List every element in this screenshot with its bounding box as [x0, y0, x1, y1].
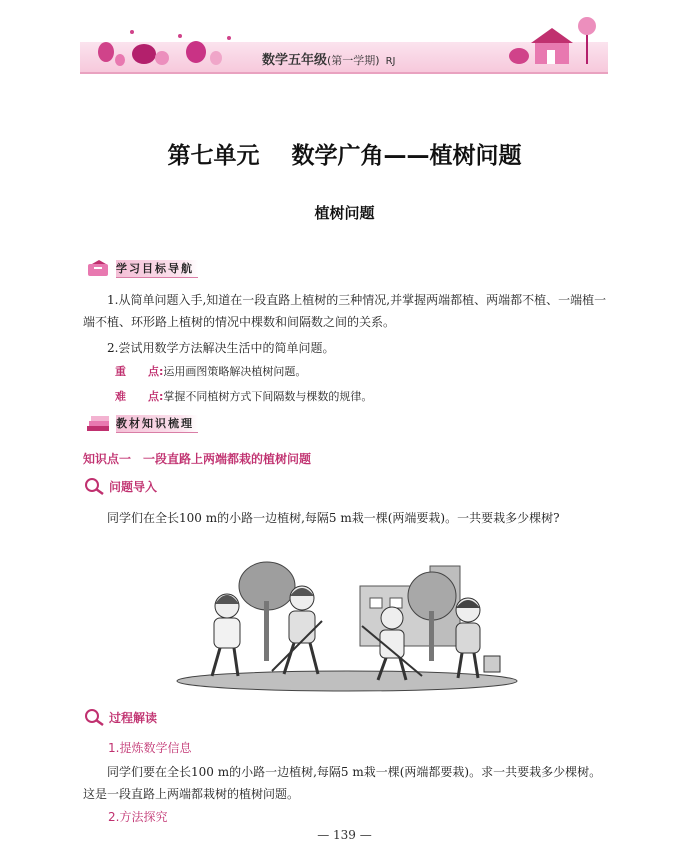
goal-item-2: 2.尝试用数学方法解决生活中的简单问题。	[107, 341, 335, 355]
knowledge-heading-label: 教材知识梳理	[116, 415, 198, 433]
header-decoration-left	[84, 22, 244, 68]
lesson-title: 植树问题	[314, 204, 375, 222]
header-title	[262, 49, 396, 68]
header-decoration-right	[505, 10, 605, 70]
knowledge-section-heading	[86, 413, 198, 435]
book-title: 数学五年级	[262, 53, 328, 68]
difficulty-text: 掌握不同植树方式下间隔数与棵数的规律。	[163, 390, 373, 403]
goals-heading-label: 学习目标导航	[116, 260, 198, 278]
book-subtitle: (第一学期)	[327, 54, 380, 67]
key-point-text: 运用画图策略解决植树问题。	[163, 365, 307, 378]
difficulty-tag: 难 点:	[115, 390, 164, 403]
intro-heading-label: 问题导入	[109, 479, 158, 494]
tree-planting-illustration	[172, 556, 522, 694]
difficulty-row	[115, 388, 372, 404]
goal-item-1: 1.从简单问题入手,知道在一段直路上植树的三种情况,并掌握两端都植、两端都不植、一端植一端不植、环形路上植树的情况中棵数和间隔数之间的关系。	[83, 293, 607, 329]
key-point-row	[115, 363, 306, 379]
magnifier-icon	[83, 707, 105, 727]
process-heading	[83, 707, 157, 727]
step2-title: 2.方法探究	[108, 810, 168, 824]
step1-text: 同学们要在全长100 m的小路一边植树,每隔5 m栽一棵(两端都要栽)。求一共要栽多少棵树。这是一段直路上两端都栽树的植树问题。	[83, 765, 602, 801]
unit-title: 第七单元 数学广角——植树问题	[167, 143, 522, 169]
intro-text: 同学们在全长100 m的小路一边植树,每隔5 m栽一棵(两端要栽)。一共要栽多少棵树?	[107, 511, 560, 525]
goals-section-heading	[86, 258, 198, 280]
knowledge-point-title: 知识点一 一段直路上两端都栽的植树问题	[83, 452, 312, 466]
bookmark-icon	[86, 260, 112, 278]
books-icon	[86, 415, 112, 433]
intro-heading	[83, 476, 157, 496]
magnifier-icon	[83, 476, 105, 496]
key-point-tag: 重 点:	[115, 365, 164, 378]
process-heading-label: 过程解读	[109, 710, 158, 725]
page-number: — 139 —	[317, 828, 372, 842]
book-edition: RJ	[385, 56, 396, 67]
step1-title: 1.提炼数学信息	[108, 741, 192, 755]
